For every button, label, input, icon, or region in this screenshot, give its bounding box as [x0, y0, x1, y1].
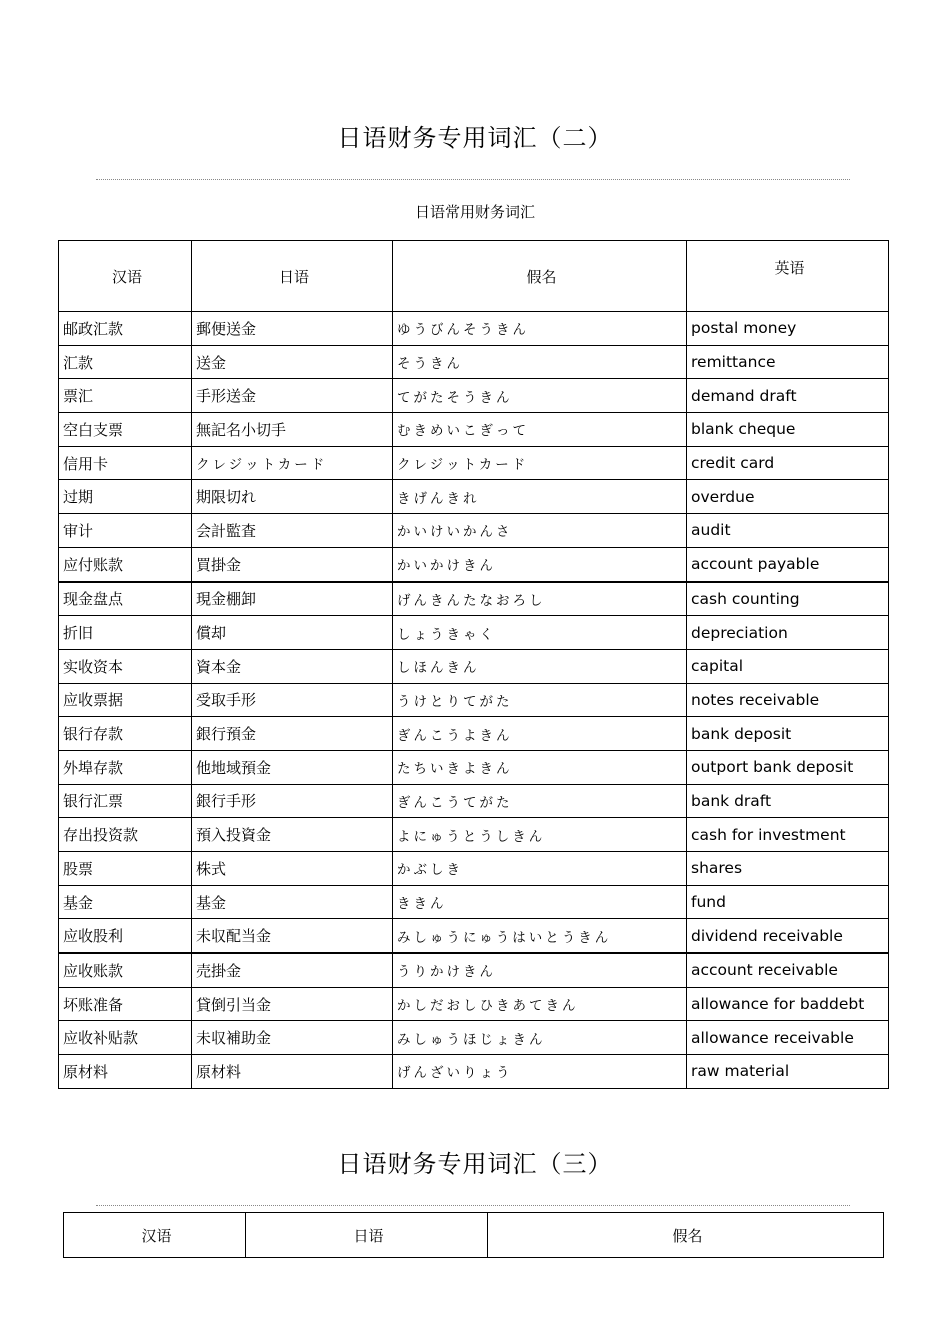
cell-japanese: 手形送金 [192, 379, 393, 413]
cell-kana: ききん [393, 885, 687, 919]
cell-chinese: 坏账准备 [59, 987, 192, 1021]
cell-english: overdue [687, 480, 889, 514]
cell-chinese: 空白支票 [59, 413, 192, 447]
cell-english: cash counting [687, 582, 889, 616]
cell-chinese: 邮政汇款 [59, 312, 192, 346]
cell-english: fund [687, 885, 889, 919]
cell-english: cash for investment [687, 818, 889, 852]
cell-kana: みしゅうほじょきん [393, 1021, 687, 1055]
table-row [59, 885, 889, 919]
cell-chinese: 实收资本 [59, 649, 192, 683]
section-subtitle: 日语常用财务词汇 [414, 203, 535, 221]
cell-japanese: 銀行預金 [192, 717, 393, 751]
table-row [59, 987, 889, 1021]
cell-english: dividend receivable [687, 919, 889, 953]
cell-chinese: 外埠存款 [59, 750, 192, 784]
cell-english: credit card [687, 446, 889, 480]
cell-chinese: 过期 [59, 480, 192, 514]
cell-kana: げんきんたなおろし [393, 582, 687, 616]
cell-japanese: 基金 [192, 885, 393, 919]
cell-kana: みしゅうにゅうはいとうきん [393, 919, 687, 953]
table-row [59, 616, 889, 650]
cell-kana: ぎんこうよきん [393, 717, 687, 751]
cell-english: account receivable [687, 953, 889, 987]
cell-chinese: 应收票据 [59, 683, 192, 717]
vocabulary-table [58, 240, 889, 1089]
cell-chinese: 银行汇票 [59, 784, 192, 818]
cell-japanese: 現金棚卸 [192, 582, 393, 616]
cell-english: shares [687, 852, 889, 886]
section-title-3: 日语财务专用词汇（三） [337, 1150, 613, 1178]
dotted-divider [96, 1205, 850, 1206]
table-row [59, 919, 889, 953]
cell-kana: ぎんこうてがた [393, 784, 687, 818]
table-row [59, 514, 889, 548]
cell-chinese: 股票 [59, 852, 192, 886]
header-chinese: 汉语 [64, 1213, 246, 1258]
cell-japanese: 売掛金 [192, 953, 393, 987]
cell-chinese: 应付账款 [59, 547, 192, 581]
cell-chinese: 应收账款 [59, 953, 192, 987]
cell-kana: むきめいこぎって [393, 413, 687, 447]
cell-kana: てがたそうきん [393, 379, 687, 413]
cell-english: capital [687, 649, 889, 683]
cell-english: blank cheque [687, 413, 889, 447]
cell-kana: げんざいりょう [393, 1055, 687, 1089]
cell-japanese: 買掛金 [192, 547, 393, 581]
cell-chinese: 信用卡 [59, 446, 192, 480]
cell-japanese: 預入投資金 [192, 818, 393, 852]
cell-japanese: 送金 [192, 345, 393, 379]
cell-japanese: 銀行手形 [192, 784, 393, 818]
cell-english: allowance for baddebt [687, 987, 889, 1021]
cell-chinese: 现金盘点 [59, 582, 192, 616]
cell-english: notes receivable [687, 683, 889, 717]
cell-english: account payable [687, 547, 889, 581]
cell-english: bank deposit [687, 717, 889, 751]
table-row [59, 717, 889, 751]
header-japanese: 日语 [246, 1213, 488, 1258]
cell-english: allowance receivable [687, 1021, 889, 1055]
cell-english: remittance [687, 345, 889, 379]
cell-kana: しょうきゃく [393, 616, 687, 650]
table-row [59, 683, 889, 717]
cell-kana: きげんきれ [393, 480, 687, 514]
cell-chinese: 存出投资款 [59, 818, 192, 852]
table-row [59, 750, 889, 784]
table-row [59, 547, 889, 581]
cell-kana: そうきん [393, 345, 687, 379]
cell-english: depreciation [687, 616, 889, 650]
cell-japanese: 無記名小切手 [192, 413, 393, 447]
cell-japanese: 他地域預金 [192, 750, 393, 784]
cell-kana: かしだおしひきあてきん [393, 987, 687, 1021]
cell-japanese: 未収配当金 [192, 919, 393, 953]
cell-japanese: 会計監査 [192, 514, 393, 548]
cell-japanese: 償却 [192, 616, 393, 650]
table-row [59, 480, 889, 514]
cell-japanese: 資本金 [192, 649, 393, 683]
cell-japanese: 原材料 [192, 1055, 393, 1089]
cell-english: bank draft [687, 784, 889, 818]
table-row [59, 379, 889, 413]
header-english: 英语 [687, 241, 889, 312]
table-row [59, 953, 889, 987]
cell-english: demand draft [687, 379, 889, 413]
cell-japanese: 受取手形 [192, 683, 393, 717]
cell-chinese: 票汇 [59, 379, 192, 413]
cell-kana: かいかけきん [393, 547, 687, 581]
cell-english: outport bank deposit [687, 750, 889, 784]
dotted-divider [96, 179, 850, 180]
cell-kana: うけとりてがた [393, 683, 687, 717]
cell-kana: しほんきん [393, 649, 687, 683]
cell-japanese: クレジットカード [192, 446, 393, 480]
table-row [59, 582, 889, 616]
table-row [59, 649, 889, 683]
header-chinese: 汉语 [59, 241, 192, 312]
cell-kana: たちいきよきん [393, 750, 687, 784]
cell-kana: クレジットカード [393, 446, 687, 480]
cell-english: raw material [687, 1055, 889, 1089]
cell-english: audit [687, 514, 889, 548]
cell-japanese: 未収補助金 [192, 1021, 393, 1055]
cell-chinese: 应收股利 [59, 919, 192, 953]
cell-chinese: 折旧 [59, 616, 192, 650]
cell-japanese: 郵便送金 [192, 312, 393, 346]
header-kana: 假名 [488, 1213, 884, 1258]
vocabulary-table-3 [63, 1212, 884, 1258]
table-row [59, 818, 889, 852]
table-row [59, 1021, 889, 1055]
table-row [59, 413, 889, 447]
cell-kana: かぶしき [393, 852, 687, 886]
table-row [59, 446, 889, 480]
cell-chinese: 基金 [59, 885, 192, 919]
cell-japanese: 株式 [192, 852, 393, 886]
cell-kana: よにゅうとうしきん [393, 818, 687, 852]
cell-kana: かいけいかんさ [393, 514, 687, 548]
table-row [59, 784, 889, 818]
table-row [59, 345, 889, 379]
cell-chinese: 审计 [59, 514, 192, 548]
table-row [59, 1055, 889, 1089]
cell-kana: ゆうびんそうきん [393, 312, 687, 346]
cell-chinese: 应收补贴款 [59, 1021, 192, 1055]
section-title-2: 日语财务专用词汇（二） [337, 124, 613, 152]
cell-chinese: 汇款 [59, 345, 192, 379]
cell-english: postal money [687, 312, 889, 346]
cell-kana: うりかけきん [393, 953, 687, 987]
header-kana: 假名 [393, 241, 687, 312]
cell-japanese: 期限切れ [192, 480, 393, 514]
cell-japanese: 貸倒引当金 [192, 987, 393, 1021]
header-japanese: 日语 [192, 241, 393, 312]
table-row [59, 852, 889, 886]
table-row [59, 312, 889, 346]
cell-chinese: 银行存款 [59, 717, 192, 751]
cell-chinese: 原材料 [59, 1055, 192, 1089]
